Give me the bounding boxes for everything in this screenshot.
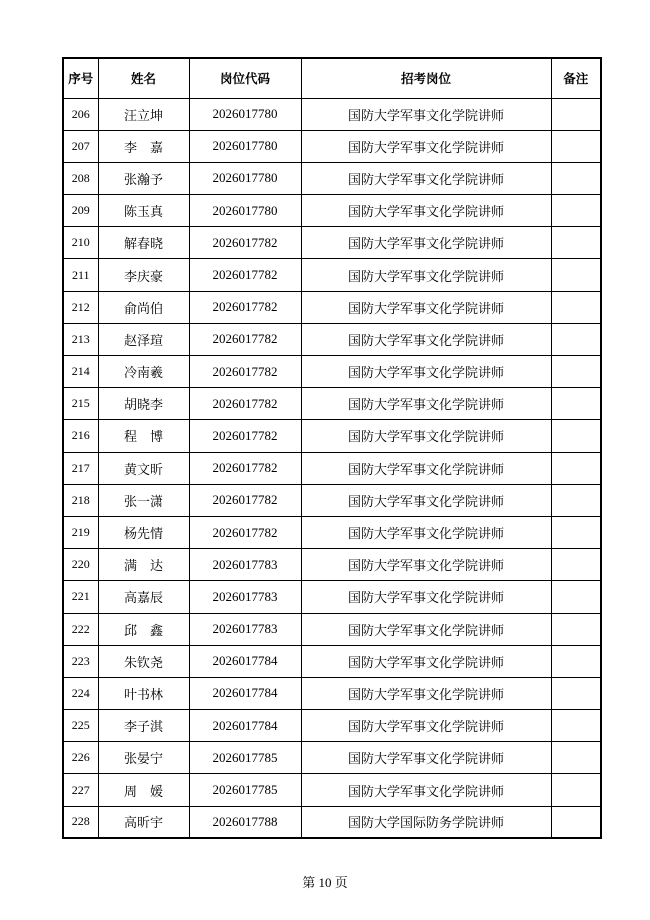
name-cell: 程 博	[98, 420, 189, 452]
table-row	[63, 677, 601, 709]
table-row	[63, 549, 601, 581]
position-code-cell: 2026017782	[189, 227, 301, 259]
remark-cell	[551, 710, 601, 742]
recruitment-position-cell: 国防大学军事文化学院讲师	[301, 420, 551, 452]
name-cell: 高嘉辰	[98, 581, 189, 613]
name-cell: 张一潇	[98, 484, 189, 516]
recruitment-position-cell: 国防大学军事文化学院讲师	[301, 98, 551, 130]
name-cell: 高昕宇	[98, 806, 189, 838]
name-cell: 李庆豪	[98, 259, 189, 291]
table-row	[63, 323, 601, 355]
row-number-cell: 207	[63, 130, 98, 162]
row-number-cell: 210	[63, 227, 98, 259]
table-row	[63, 130, 601, 162]
remark-cell	[551, 388, 601, 420]
row-number-cell: 217	[63, 452, 98, 484]
recruitment-position-cell: 国防大学军事文化学院讲师	[301, 162, 551, 194]
table-row	[63, 613, 601, 645]
position-code-cell: 2026017785	[189, 774, 301, 806]
position-code-cell: 2026017782	[189, 452, 301, 484]
header-cell-name: 姓名	[98, 58, 189, 98]
table-row	[63, 806, 601, 838]
row-number-cell: 218	[63, 484, 98, 516]
position-code-cell: 2026017782	[189, 291, 301, 323]
position-code-cell: 2026017782	[189, 516, 301, 548]
recruitment-position-cell: 国防大学军事文化学院讲师	[301, 227, 551, 259]
table-row	[63, 291, 601, 323]
position-code-cell: 2026017782	[189, 388, 301, 420]
row-number-cell: 227	[63, 774, 98, 806]
name-cell: 张晏宁	[98, 742, 189, 774]
table-row	[63, 195, 601, 227]
remark-cell	[551, 195, 601, 227]
recruitment-position-cell: 国防大学军事文化学院讲师	[301, 645, 551, 677]
position-code-cell: 2026017784	[189, 677, 301, 709]
row-number-cell: 221	[63, 581, 98, 613]
position-code-cell: 2026017783	[189, 549, 301, 581]
recruitment-position-cell: 国防大学军事文化学院讲师	[301, 323, 551, 355]
remark-cell	[551, 227, 601, 259]
table-row	[63, 388, 601, 420]
name-cell: 陈玉真	[98, 195, 189, 227]
name-cell: 李 嘉	[98, 130, 189, 162]
remark-cell	[551, 162, 601, 194]
name-cell: 满 达	[98, 549, 189, 581]
remark-cell	[551, 549, 601, 581]
recruitment-position-cell: 国防大学军事文化学院讲师	[301, 774, 551, 806]
recruitment-position-cell: 国防大学军事文化学院讲师	[301, 613, 551, 645]
row-number-cell: 220	[63, 549, 98, 581]
row-number-cell: 226	[63, 742, 98, 774]
recruitment-position-cell: 国防大学军事文化学院讲师	[301, 259, 551, 291]
remark-cell	[551, 516, 601, 548]
header-cell-recruitment-position: 招考岗位	[301, 58, 551, 98]
header-row	[63, 58, 601, 98]
table-row	[63, 420, 601, 452]
table-header	[63, 58, 601, 98]
recruitment-position-cell: 国防大学军事文化学院讲师	[301, 677, 551, 709]
header-cell-serial: 序号	[63, 58, 98, 98]
row-number-cell: 225	[63, 710, 98, 742]
recruitment-position-cell: 国防大学军事文化学院讲师	[301, 549, 551, 581]
row-number-cell: 209	[63, 195, 98, 227]
recruitment-position-cell: 国防大学军事文化学院讲师	[301, 710, 551, 742]
remark-cell	[551, 806, 601, 838]
recruitment-position-cell: 国防大学军事文化学院讲师	[301, 452, 551, 484]
row-number-cell: 215	[63, 388, 98, 420]
table-row	[63, 356, 601, 388]
name-cell: 叶书林	[98, 677, 189, 709]
row-number-cell: 211	[63, 259, 98, 291]
name-cell: 解春晓	[98, 227, 189, 259]
row-number-cell: 216	[63, 420, 98, 452]
table-row	[63, 162, 601, 194]
table-row	[63, 98, 601, 130]
row-number-cell: 219	[63, 516, 98, 548]
position-code-cell: 2026017782	[189, 323, 301, 355]
position-code-cell: 2026017783	[189, 613, 301, 645]
position-code-cell: 2026017785	[189, 742, 301, 774]
recruitment-position-cell: 国防大学军事文化学院讲师	[301, 484, 551, 516]
recruitment-position-cell: 国防大学军事文化学院讲师	[301, 516, 551, 548]
remark-cell	[551, 774, 601, 806]
row-number-cell: 208	[63, 162, 98, 194]
position-code-cell: 2026017782	[189, 259, 301, 291]
remark-cell	[551, 742, 601, 774]
page-number: 第 10 页	[302, 875, 348, 890]
name-cell: 邱 鑫	[98, 613, 189, 645]
table-row	[63, 227, 601, 259]
table-row	[63, 484, 601, 516]
table-row	[63, 259, 601, 291]
row-number-cell: 206	[63, 98, 98, 130]
table-row	[63, 710, 601, 742]
position-code-cell: 2026017782	[189, 484, 301, 516]
name-cell: 杨先情	[98, 516, 189, 548]
remark-cell	[551, 420, 601, 452]
header-cell-position-code: 岗位代码	[189, 58, 301, 98]
position-code-cell: 2026017784	[189, 645, 301, 677]
name-cell: 赵泽瑄	[98, 323, 189, 355]
row-number-cell: 214	[63, 356, 98, 388]
name-cell: 周 媛	[98, 774, 189, 806]
recruitment-position-cell: 国防大学军事文化学院讲师	[301, 356, 551, 388]
row-number-cell: 223	[63, 645, 98, 677]
name-cell: 朱钦尧	[98, 645, 189, 677]
table-row	[63, 581, 601, 613]
name-cell: 胡晓李	[98, 388, 189, 420]
table-row	[63, 516, 601, 548]
position-code-cell: 2026017780	[189, 195, 301, 227]
row-number-cell: 228	[63, 806, 98, 838]
remark-cell	[551, 613, 601, 645]
row-number-cell: 224	[63, 677, 98, 709]
table-row	[63, 742, 601, 774]
remark-cell	[551, 130, 601, 162]
table-body	[63, 98, 601, 838]
row-number-cell: 213	[63, 323, 98, 355]
recruitment-position-cell: 国防大学军事文化学院讲师	[301, 742, 551, 774]
position-code-cell: 2026017780	[189, 162, 301, 194]
table-row	[63, 774, 601, 806]
recruitment-position-cell: 国防大学军事文化学院讲师	[301, 291, 551, 323]
name-cell: 李子淇	[98, 710, 189, 742]
position-code-cell: 2026017780	[189, 130, 301, 162]
remark-cell	[551, 323, 601, 355]
row-number-cell: 212	[63, 291, 98, 323]
recruitment-position-cell: 国防大学军事文化学院讲师	[301, 130, 551, 162]
recruitment-position-cell: 国防大学国际防务学院讲师	[301, 806, 551, 838]
header-cell-remarks: 备注	[551, 58, 601, 98]
position-code-cell: 2026017782	[189, 420, 301, 452]
table-row	[63, 645, 601, 677]
remark-cell	[551, 259, 601, 291]
remark-cell	[551, 645, 601, 677]
position-code-cell: 2026017784	[189, 710, 301, 742]
position-code-cell: 2026017783	[189, 581, 301, 613]
remark-cell	[551, 98, 601, 130]
recruitment-position-cell: 国防大学军事文化学院讲师	[301, 388, 551, 420]
name-cell: 汪立坤	[98, 98, 189, 130]
table-row	[63, 452, 601, 484]
recruitment-position-cell: 国防大学军事文化学院讲师	[301, 581, 551, 613]
remark-cell	[551, 291, 601, 323]
remark-cell	[551, 677, 601, 709]
remark-cell	[551, 452, 601, 484]
name-cell: 张瀚予	[98, 162, 189, 194]
name-cell: 黄文昕	[98, 452, 189, 484]
name-cell: 冷南羲	[98, 356, 189, 388]
position-code-cell: 2026017782	[189, 356, 301, 388]
row-number-cell: 222	[63, 613, 98, 645]
remark-cell	[551, 484, 601, 516]
recruitment-position-cell: 国防大学军事文化学院讲师	[301, 195, 551, 227]
position-code-cell: 2026017780	[189, 98, 301, 130]
name-cell: 俞尚伯	[98, 291, 189, 323]
position-code-cell: 2026017788	[189, 806, 301, 838]
remark-cell	[551, 581, 601, 613]
remark-cell	[551, 356, 601, 388]
recruitment-table	[62, 57, 602, 839]
